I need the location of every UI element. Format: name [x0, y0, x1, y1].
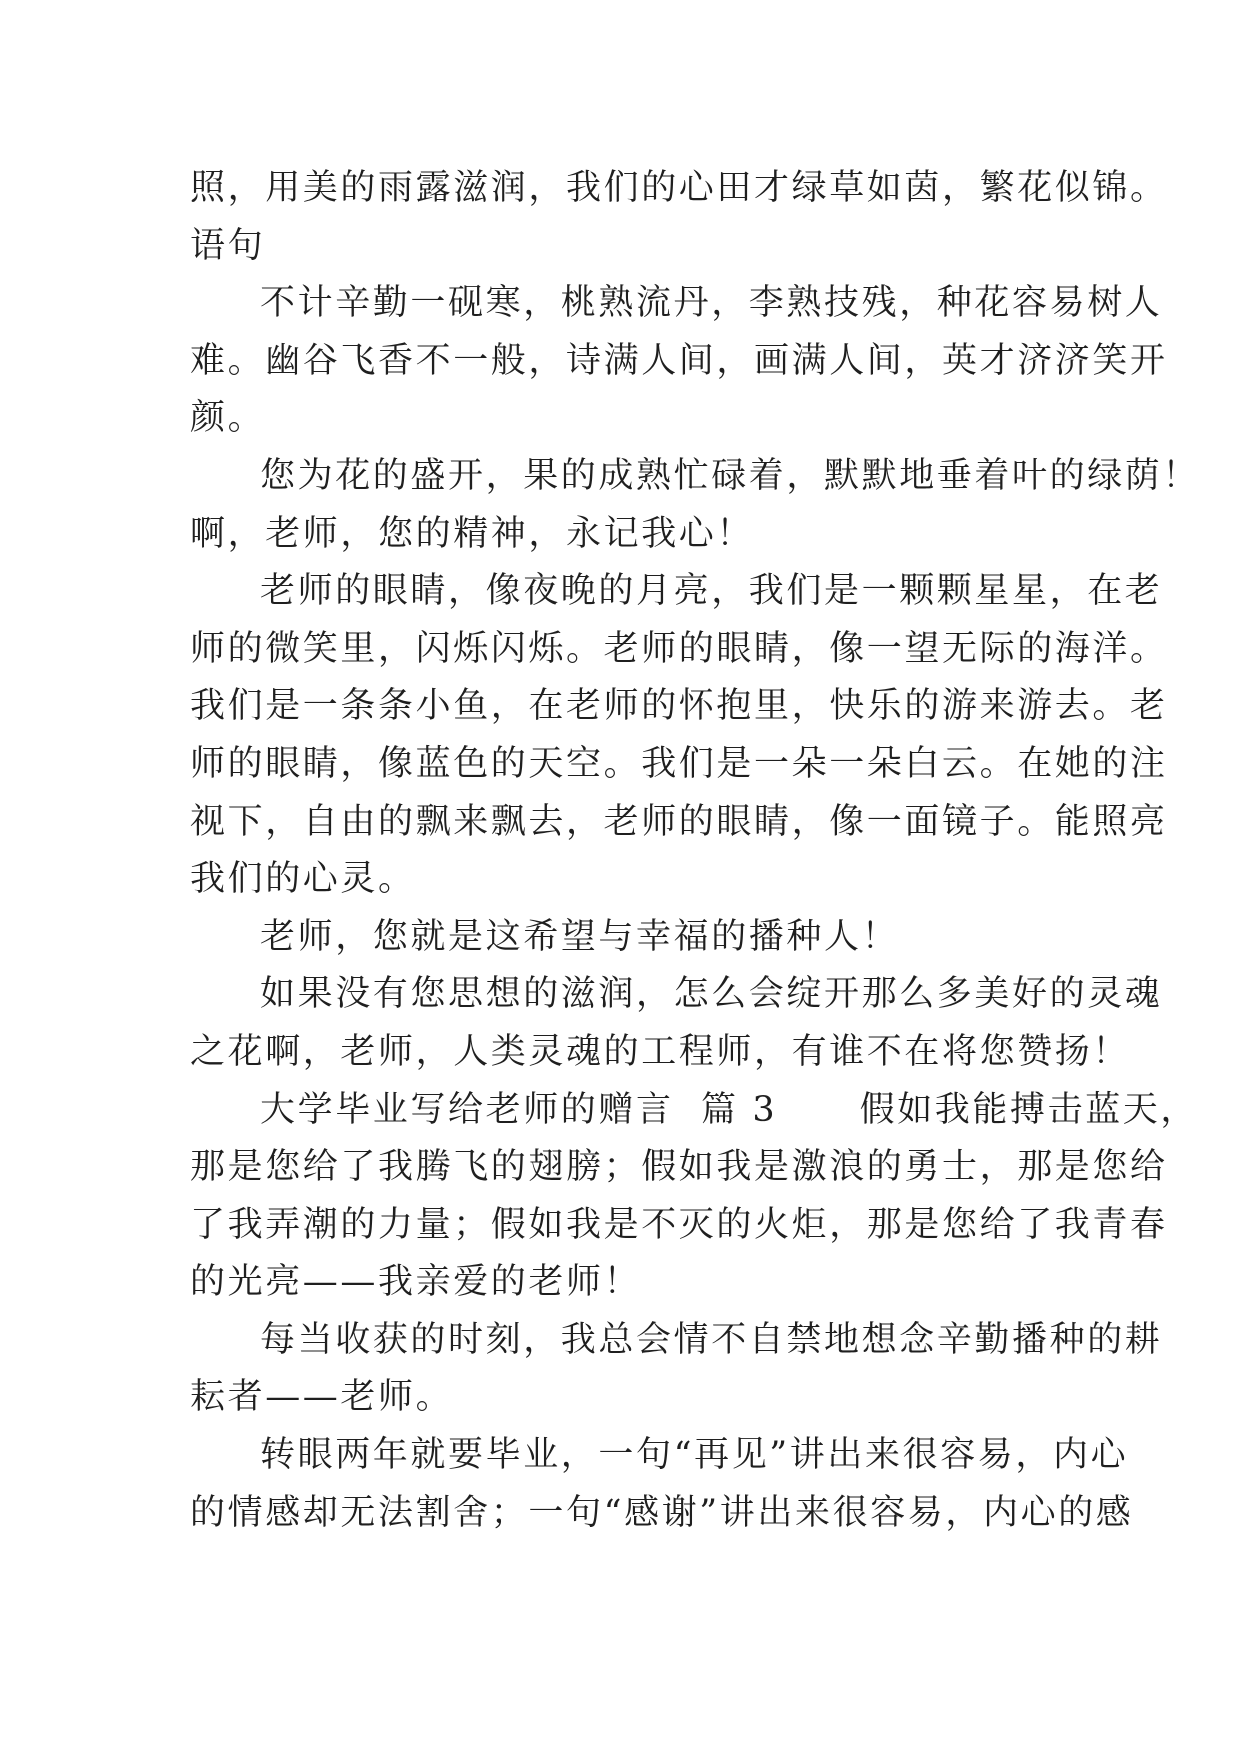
text-line: 耘者——老师。	[190, 1377, 454, 1418]
section-heading-line: 大学毕业写给老师的赠言 篇 3 假如我能搏击蓝天，	[260, 1089, 1198, 1130]
text-line: 语句	[190, 225, 266, 266]
text-line: 每当收获的时刻，我总会情不自禁地想念辛勤播种的耕	[260, 1319, 1163, 1360]
text-line: 视下，自由的飘来飘去，老师的眼睛，像一面镜子。能照亮	[190, 801, 1168, 842]
text-line: 师的眼睛，像蓝色的天空。我们是一朵一朵白云。在她的注	[190, 743, 1168, 784]
text-line: 难。幽谷飞香不一般，诗满人间，画满人间，英才济济笑开	[190, 340, 1168, 381]
text-line: 那是您给了我腾飞的翅膀；假如我是激浪的勇士，那是您给	[190, 1147, 1168, 1188]
text-line: 师的微笑里，闪烁闪烁。老师的眼睛，像一望无际的海洋。	[190, 628, 1168, 669]
text-line: 如果没有您思想的滋润，怎么会绽开那么多美好的灵魂	[260, 974, 1163, 1015]
text-line: 的情感却无法割舍；一句“感谢”讲出来很容易，内心的感	[190, 1492, 1134, 1533]
text-line: 照，用美的雨露滋润，我们的心田才绿草如茵，繁花似锦。	[190, 168, 1168, 208]
text-line: 老师，您就是这希望与幸福的播种人！	[260, 916, 900, 957]
text-line: 老师的眼睛，像夜晚的月亮，我们是一颗颗星星，在老	[260, 571, 1163, 612]
document-body	[190, 160, 1201, 1542]
text-line: 我们的心灵。	[190, 859, 416, 900]
text-line: 啊，老师，您的精神，永记我心！	[190, 513, 755, 554]
text-line: 颜。	[190, 398, 266, 439]
text-line: 不计辛勤一砚寒，桃熟流丹，李熟技残，种花容易树人	[260, 283, 1163, 324]
text-line: 了我弄潮的力量；假如我是不灭的火炬，那是您给了我青春	[190, 1204, 1168, 1245]
text-line: 我们是一条条小鱼，在老师的怀抱里，快乐的游来游去。老	[190, 686, 1168, 727]
text-line: 转眼两年就要毕业，一句“再见”讲出来很容易，内心	[260, 1435, 1129, 1476]
text-line: 的光亮——我亲爱的老师！	[190, 1262, 642, 1303]
text-line: 您为花的盛开，果的成熟忙碌着，默默地垂着叶的绿荫！	[260, 455, 1201, 496]
text-line: 之花啊，老师，人类灵魂的工程师，有谁不在将您赞扬！	[190, 1031, 1131, 1072]
